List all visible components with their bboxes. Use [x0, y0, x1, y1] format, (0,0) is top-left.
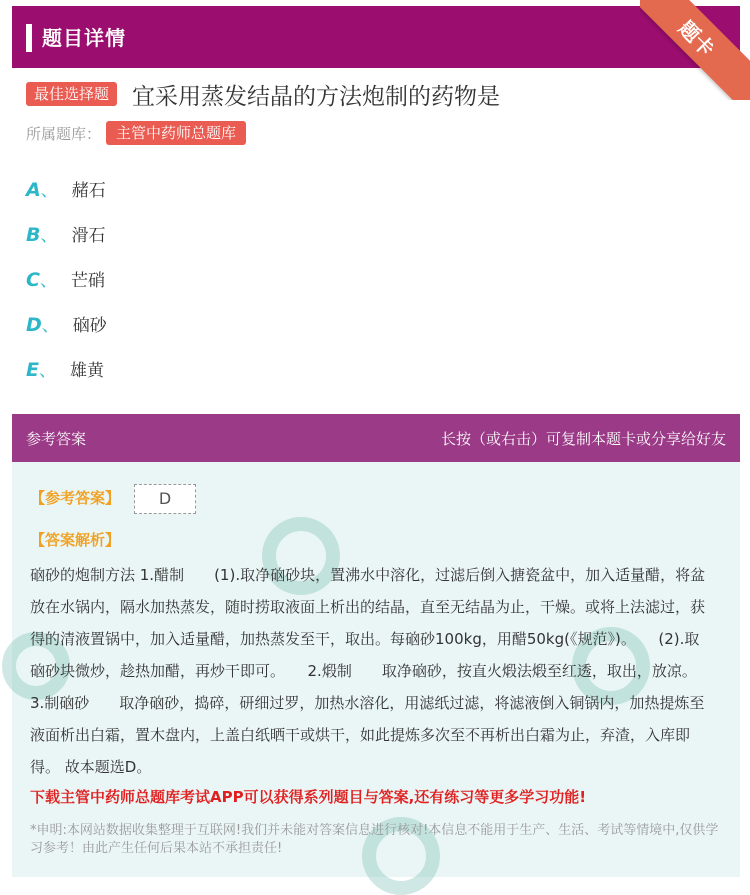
analysis-label: 【答案解析】	[30, 531, 121, 549]
option-text: 硇砂	[72, 316, 107, 336]
option-e[interactable]: E、 雄黄	[26, 359, 104, 381]
page-header	[12, 6, 740, 68]
share-hint: 长按（或右击）可复制本题卡或分享给好友	[440, 430, 726, 448]
question-text: 宜采用蒸发结晶的方法炮制的药物是	[132, 84, 500, 110]
question-type-tag: 最佳选择题	[26, 82, 117, 106]
option-b[interactable]: B、 滑石	[26, 224, 106, 246]
option-text: 滑石	[71, 226, 106, 246]
option-letter: B	[26, 224, 41, 246]
disclaimer: *申明:本网站数据收集整理于互联网!我们并未能对答案信息进行核对!本信息不能用于生产、生活、考试等情境中,仅供学习参考！由此产生任何后果本站不承担责任!	[30, 823, 719, 856]
option-a[interactable]: A、 赭石	[26, 179, 106, 201]
option-letter: A	[26, 179, 41, 201]
app-promo-link[interactable]: 下载主管中药师总题库考试APP可以获得系列题目与答案,还有练习等更多学习功能!	[30, 788, 587, 806]
option-letter: D	[26, 314, 42, 336]
answer-value: D	[134, 484, 196, 514]
answer-section-header	[12, 414, 740, 462]
corner-ribbon	[640, 0, 750, 100]
answer-section-title: 参考答案	[26, 430, 87, 448]
ribbon-label: 题卡	[674, 15, 720, 62]
option-text: 雄黄	[69, 361, 104, 381]
analysis-text: 硇砂的炮制方法 1.醋制 (1).取净硇砂块，置沸水中溶化，过滤后倒入搪瓷盆中，加入适量醋，将盆放在水锅内，隔水加热蒸发，随时捞取液面上析出的结晶，直至无结晶为止，干燥。或将上法滤过，获得的清液置锅中，加入适量醋，加热蒸发至干，取出。每硇砂100kg，用醋50kg(《规范》)。 (2).取硇砂块微炒，趁热加醋，再炒干即可。 2.煅制 取净硇砂，按直火煅法煅至红透，取出，放凉。 3.制硇砂 取净硇砂，捣碎，研细过罗，加热水溶化，用滤纸过滤，将滤液倒入铜锅内，加热提炼至液面析出白霜，置木盘内，上盖白纸晒干或烘干，如此提炼多次至不再析出白霜为止，弃渣，入库即得。 故本题选D。	[30, 566, 720, 776]
option-letter: C	[26, 269, 40, 291]
option-letter: E	[26, 359, 39, 381]
header-accent-bar	[26, 24, 32, 52]
option-c[interactable]: C、 芒硝	[26, 269, 105, 291]
bank-label: 所属题库：	[26, 125, 102, 143]
option-d[interactable]: D、 硇砂	[26, 314, 107, 336]
answer-label: 【参考答案】	[30, 489, 121, 507]
option-text: 芒硝	[70, 271, 105, 291]
bank-name-tag[interactable]: 主管中药师总题库	[106, 121, 246, 145]
option-text: 赭石	[71, 181, 106, 201]
page-title: 题目详情	[42, 26, 126, 50]
